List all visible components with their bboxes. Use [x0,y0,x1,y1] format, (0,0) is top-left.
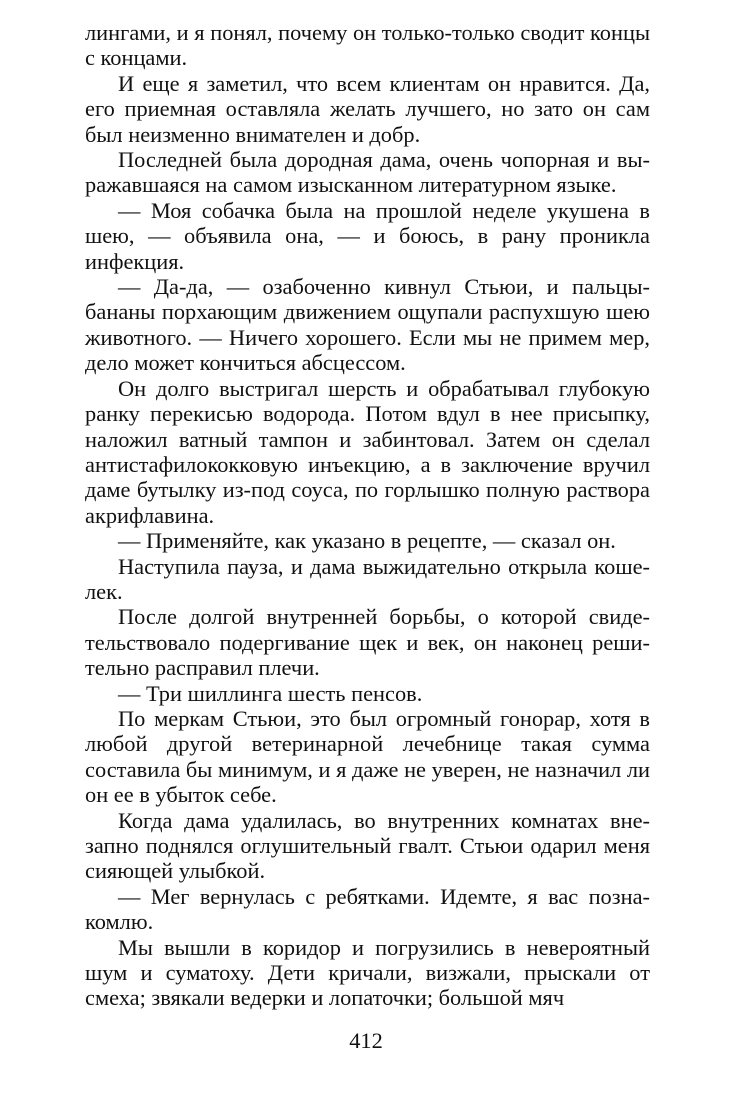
paragraph-5: — Да-да, — озабоченно кивнул Стьюи, и пальцы-бананы порхающим движением ощупали распухшую шею животного. — Ничего хорошего. Если мы не примем мер, дело может кончиться абсцессом. [85,274,650,376]
paragraph-3: Последней была дородная дама, очень чопорная и выражавшаяся на самом изысканном литературном языке. [85,147,650,198]
paragraph-14: Мы вышли в коридор и погрузились в невероятный шум и суматоху. Дети кричали, визжали, прыскали от смеха; звякали ведерки и лопаточки; большой мяч [85,934,650,1011]
paragraph-13: — Мег вернулась с ребятками. Идемте, я вас познакомлю. [85,883,650,935]
paragraph-8: Наступила пауза, и дама выжидательно открыла кошелек. [85,553,650,604]
paragraph-11: По меркам Стьюи, это был огромный гонорар, хотя в любой другой ветеринарной лечебнице такая сумма составила бы минимум, и я даже не уверен, не назначил ли он ее в убыток себе. [85,705,650,808]
paragraph-1: лингами, и я понял, почему он только-только сводит концы с концами. [85,20,650,71]
paragraph-10: — Три шиллинга шесть пенсов. [118,680,423,706]
page-text [85,20,650,1011]
paragraph-12: Когда дама удалилась, во внутренних комнатах внезапно поднялся оглушительный гвалт. Стьюи одарил меня сияющей улыбкой. [85,807,650,884]
page-number: 412 [349,1028,383,1053]
paragraph-7: — Применяйте, как указано в рецепте, — сказал он. [118,528,616,554]
paragraph-6: Он долго выстригал шерсть и обрабатывал глубокую ранку перекисью водорода. Потом вдул в нее присыпку, наложил ватный тампон и забинтовал. Затем он сделал антистафилококковую инъекцию, а в заключение вручил даме бутылку из-под соуса, по горлышко полную раствора акрифлавина. [85,375,650,528]
paragraph-2: И еще я заметил, что всем клиентам он нравится. Да, его приемная оставляла желать лучшего, но зато он сам был неизменно внимателен и добр. [85,70,650,147]
paragraph-9: После долгой внутренней борьбы, о которой свидетельствовало подергивание щек и век, он наконец решительно расправил плечи. [85,604,650,681]
paragraph-4: — Моя собачка была на прошлой неделе укушена в шею, — объявила она, — и боюсь, в рану проникла инфекция. [85,197,650,274]
